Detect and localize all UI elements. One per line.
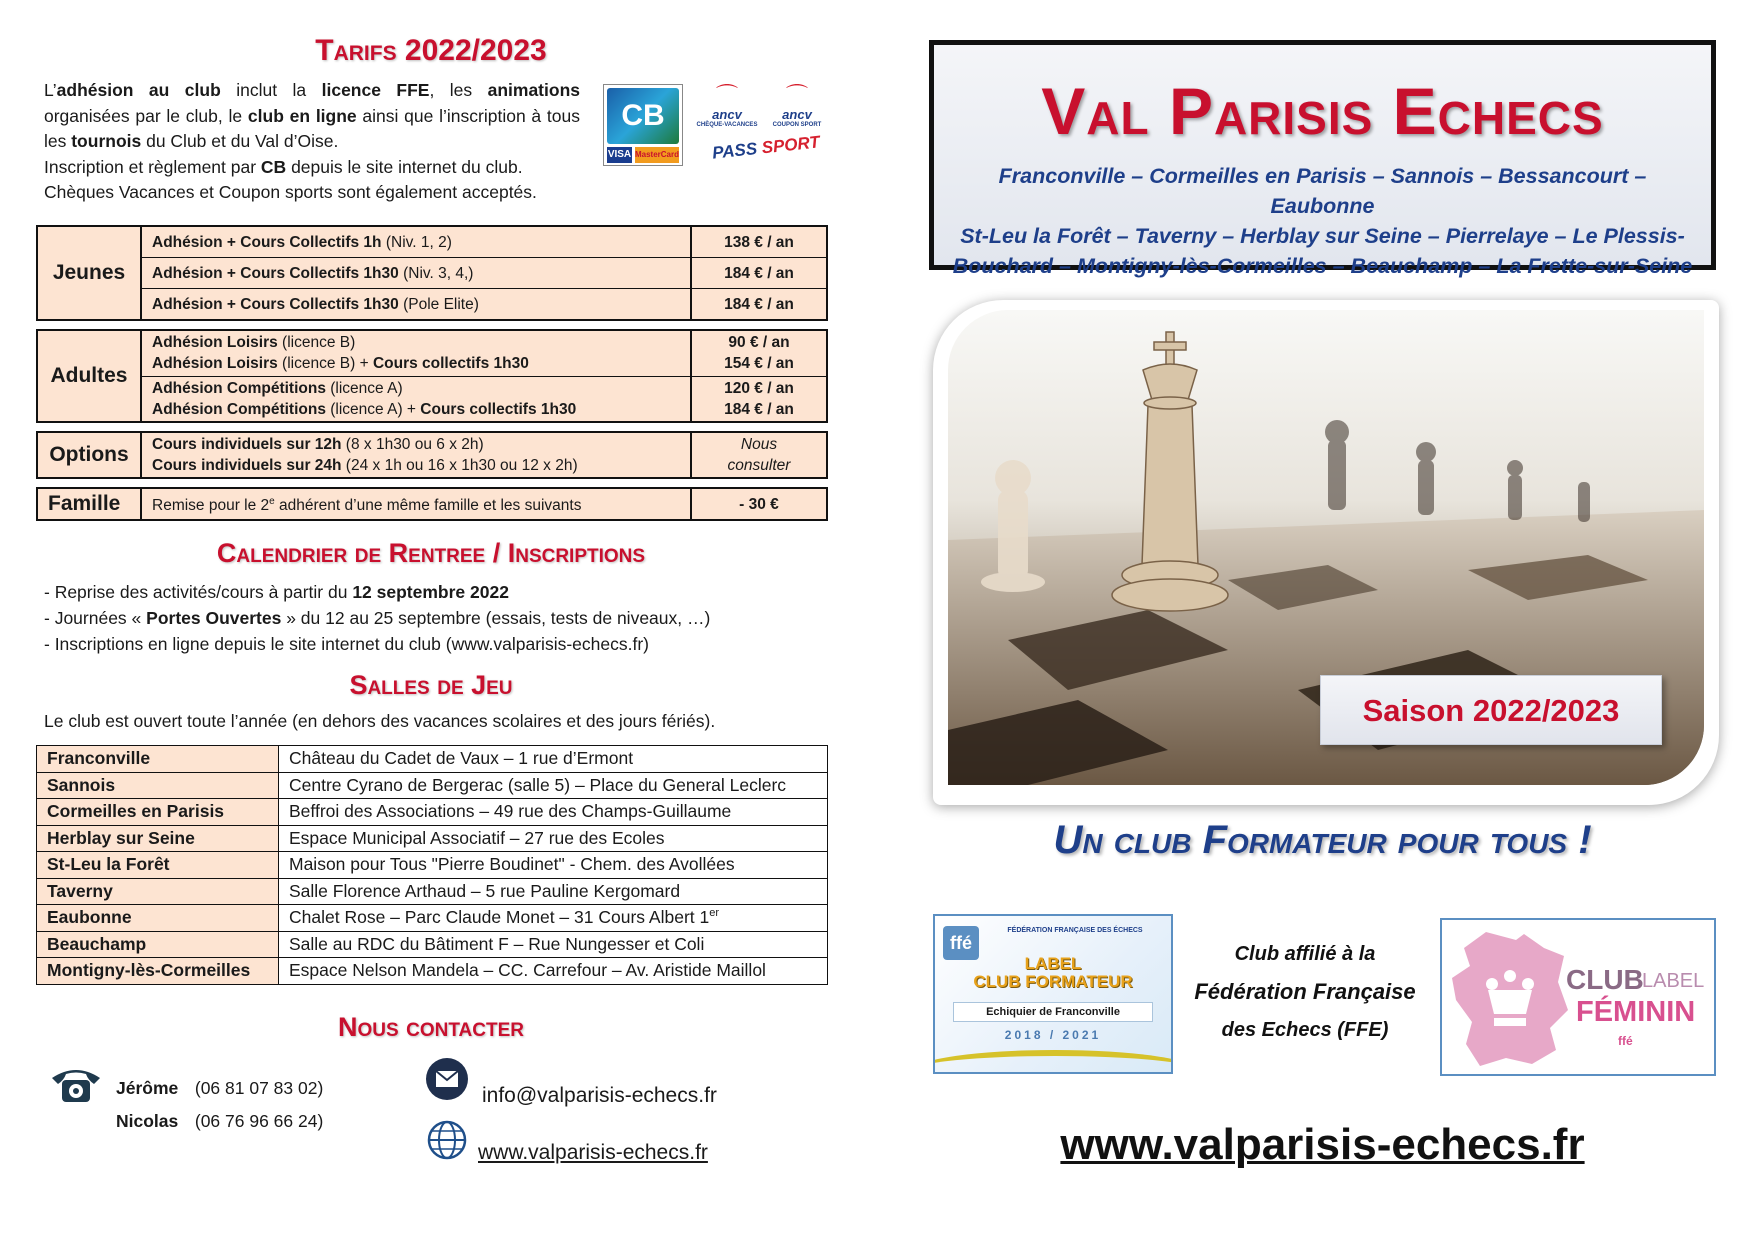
affiliation-text: Club affilié à la Fédération Française des Echecs (FFE) [1194,943,1416,1041]
tarif-row: Cours individuels sur 12h (8 x 1h30 ou 6 x 2h) Cours individuels sur 24h (24 x 1h ou 16 x 1h30 ou 12 x 2h) Nous consulter [142,433,826,477]
category-label: Jeunes [38,227,142,319]
calendar-title: Calendrier de Rentree / Inscriptions [216,538,646,568]
list-item: - Journées « Portes Ouvertes » du 12 au 25 septembre (essais, tests de niveaux, …) [44,608,711,628]
tarif-row: Remise pour le 2e adhérent d’une même famille et les suivants - 30 € [142,489,826,519]
ancv-cheque-vacances-logo: ⌒ ancv CHÈQUE-VACANCES [693,84,761,130]
phone-icon [48,1064,104,1104]
club-cities: Franconville – Cormeilles en Parisis – Sannois – Bessancourt – Eaubonne St-Leu la Forêt – Taverny – Herblay sur Seine – Pierrelaye – Le Plessis- Bouchard – Montigny-lès-Cormeilles – Beauchamp – La Frette-sur-Seine [952,164,1693,278]
list-item: - Reprise des activités/cours à partir du 12 septembre 2022 [44,582,509,602]
tarif-row: Adhésion + Cours Collectifs 1h (Niv. 1, 2) 138 € / an [142,227,826,258]
calendar-list [44,579,824,657]
category-label: Adultes [38,331,142,421]
contact-email[interactable]: info@valparisis-echecs.fr [482,1084,717,1107]
bird-icon: ⌒ [785,83,808,108]
salles-table [36,745,828,985]
france-map-icon [1446,926,1576,1072]
category-label: Famille [38,489,142,519]
table-row: Montigny-lès-Cormeilles Espace Nelson Mandela – CC. Carrefour – Av. Aristide Maillol [37,958,828,985]
category-label: Options [38,433,142,477]
salles-title: Salles de Jeu [349,670,513,700]
list-item: - Inscriptions en ligne depuis le site internet du club (www.valparisis-echecs.fr) [44,634,649,654]
contact-title: Nous contacter [337,1012,525,1042]
club-label-feminin-badge: CLUB LABEL FÉMININ ffé [1440,918,1716,1076]
tarif-famille [36,487,828,521]
bird-icon: ⌒ [715,83,738,108]
mastercard-logo: MasterCard [635,147,679,163]
label-club-formateur-badge: ffé FÉDÉRATION FRANÇAISE DES ÉCHECS LABEL CLUB FORMATEUR Echiquier de Franconville 2018 / 2021 ~ [933,914,1173,1074]
mail-icon [426,1058,468,1100]
contact-nicolas: Nicolas (06 76 96 66 24) [116,1111,324,1131]
table-row: Taverny Salle Florence Arthaud – 5 rue Pauline Kergomard [37,878,828,905]
table-row: Sannois Centre Cyrano de Bergerac (salle 5) – Place du General Leclerc [37,772,828,799]
cb-card-logo: CB VISA MasterCard [603,84,683,166]
saison-badge: Saison 2022/2023 [1320,675,1662,745]
tarif-row: Adhésion + Cours Collectifs 1h30 (Niv. 3, 4,) 184 € / an [142,258,826,289]
contact-jerome: Jérôme (06 81 07 83 02) [116,1078,324,1098]
club-name: Val Parisis Echecs [1041,74,1604,148]
tarif-row: Adhésion + Cours Collectifs 1h30 (Pole Elite) 184 € / an [142,289,826,319]
website-url[interactable]: www.valparisis-echecs.fr [1060,1120,1585,1169]
table-row: Cormeilles en Parisis Beffroi des Associations – 49 rue des Champs-Guillaume [37,799,828,826]
pass-sport-logo: PASS SPORT [711,132,821,163]
ancv-coupon-sport-logo: ⌒ ancv COUPON SPORT [763,84,831,130]
slogan: Un club Formateur pour tous ! [1053,818,1592,862]
contact-website-link[interactable]: www.valparisis-echecs.fr [478,1141,708,1164]
globe-icon [426,1119,468,1161]
tarif-row: Adhésion Loisirs (licence B) Adhésion Loisirs (licence B) + Cours collectifs 1h30 90 € / an 154 € / an [142,331,826,377]
tarif-row: Adhésion Compétitions (licence A) Adhésion Compétitions (licence A) + Cours collectifs 1h30 120 € / an 184 € / an [142,377,826,422]
tarifs-title: Tarifs 2022/2023 [315,34,547,67]
tarif-options [36,431,828,479]
table-row: St-Leu la Forêt Maison pour Tous "Pierre Boudinet" - Chem. des Avollées [37,852,828,879]
tarif-adultes [36,329,828,423]
salles-intro: Le club est ouvert toute l’année (en dehors des vacances scolaires et des jours fériés). [44,711,716,731]
table-row: Franconville Château du Cadet de Vaux – 1 rue d’Ermont [37,746,828,773]
table-row: Eaubonne Chalet Rose – Parc Claude Monet – 31 Cours Albert 1er [37,905,828,932]
table-row: Beauchamp Salle au RDC du Bâtiment F – Rue Nungesser et Coli [37,931,828,958]
visa-logo: VISA [607,147,632,163]
table-row: Herblay sur Seine Espace Municipal Associatif – 27 rue des Ecoles [37,825,828,852]
tarifs-intro: L’adhésion au club inclut la licence FFE, les animations organisées par le club, le club en ligne ainsi que l’inscription à tous les tournois du Club et du Val d’Oise. Inscription et règlement par CB depuis le site internet du club. Chèques Vacances et Coupon sports sont également acceptés. [44,80,580,202]
tarif-jeunes [36,225,828,321]
club-header [929,40,1716,278]
